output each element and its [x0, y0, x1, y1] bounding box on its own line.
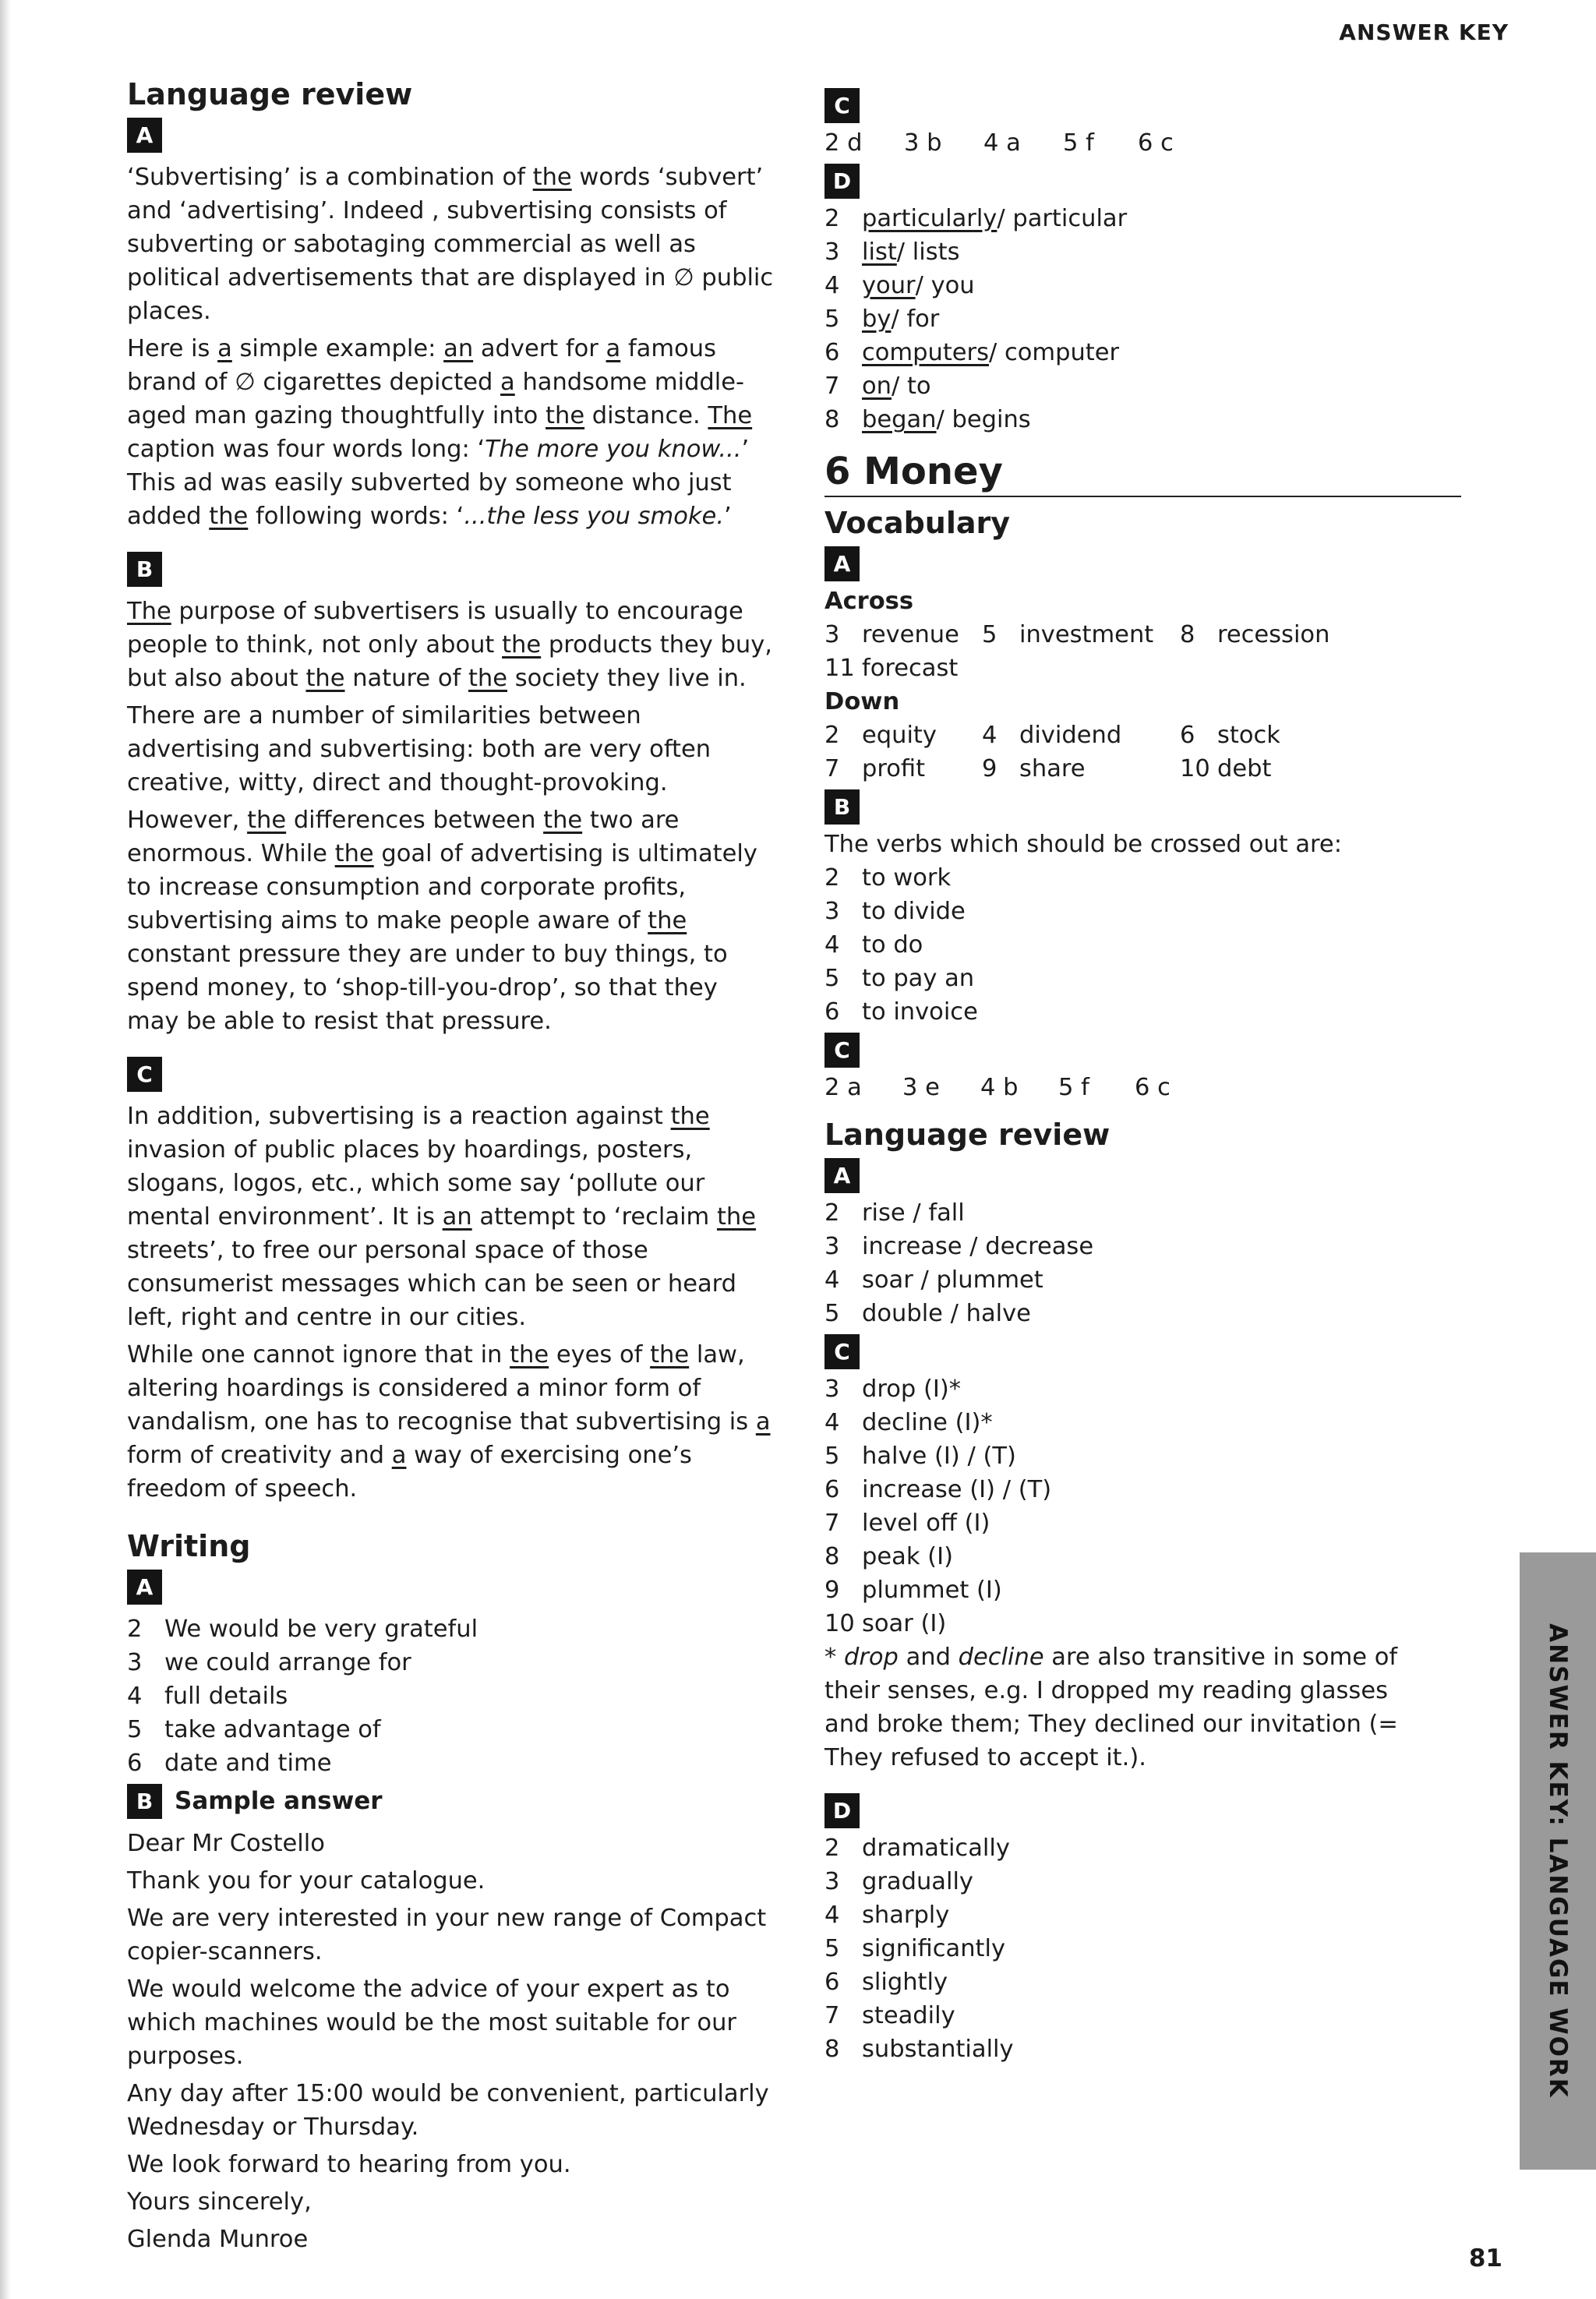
lr-c-paragraph-1: In addition, subvertising is a reaction against the invasion of public places by hoardings, posters, slogans, logos, etc., which some say ‘pollute our mental environment’. It is an attempt to ‘reclaim the streets’, to free our personal space of those consumerist messages which can be seen or heard left, right and centre in our cities.: [127, 1103, 757, 1331]
lr-a-list: [824, 1196, 1479, 1330]
list-item: 4 sharply: [824, 1902, 950, 1929]
answer: 3 e: [902, 1074, 940, 1101]
side-tab-label: ANSWER KEY: LANGUAGE WORK: [1544, 1623, 1572, 2099]
answer: 5 f: [1058, 1074, 1089, 1101]
list-item: 5 halve (I) / (T): [824, 1443, 1016, 1470]
crossword-answer: 5 investment: [982, 621, 1154, 648]
lr-b-paragraph-2: There are a number of similarities between advertising and subvertising: both are very often creative, witty, direct and thought-provoking.: [127, 702, 711, 796]
crossword-answer: 9 share: [982, 755, 1086, 782]
section-badge-b: B: [127, 552, 162, 587]
list-item: 3 gradually: [824, 1868, 973, 1895]
list-item: 3 list / lists: [824, 238, 960, 266]
unit-title-rule: [824, 496, 1461, 497]
section-badge-c-right: C: [824, 88, 860, 123]
answer: 6 c: [1135, 1074, 1171, 1101]
crossword-answer: 7 profit: [824, 755, 926, 782]
list-item: 2 dramatically: [824, 1835, 1010, 1862]
vocab-b-intro: The verbs which should be crossed out are:: [824, 831, 1342, 858]
list-item: 8 substantially: [824, 2036, 1014, 2063]
list-item: 4 full details: [127, 1683, 288, 1710]
unit-title: 6 Money: [824, 450, 1003, 493]
list-item: 4 your / you: [824, 272, 975, 299]
across-label: Across: [824, 588, 913, 615]
letter-line: We are very interested in your new range of Compact copier-scanners.: [127, 1905, 767, 1965]
letter-line: Yours sincerely,: [127, 2188, 312, 2216]
list-item: 7 steadily: [824, 2002, 955, 2029]
vocabulary-heading: Vocabulary: [824, 506, 1011, 540]
right-column: [824, 84, 1479, 2066]
sample-letter: [127, 1827, 774, 2256]
list-item: 3 we could arrange for: [127, 1649, 411, 1676]
list-item: 2 We would be very grateful: [127, 1616, 478, 1643]
list-item: 6 to invoice: [824, 998, 978, 1026]
across-answers: [824, 618, 1479, 685]
list-item: 5 take advantage of: [127, 1716, 381, 1743]
letter-line: Any day after 15:00 would be convenient, particularly Wednesday or Thursday.: [127, 2080, 769, 2141]
page-gutter-shadow: [0, 0, 11, 2299]
crossword-answer: 11 forecast: [824, 655, 959, 682]
vocab-badge-b: B: [824, 789, 860, 825]
vocab-badge-a: A: [824, 546, 860, 581]
list-item: 6 slightly: [824, 1969, 948, 1996]
section-badge-d-right: D: [824, 164, 860, 199]
letter-line: We look forward to hearing from you.: [127, 2151, 571, 2178]
list-item: 2 to work: [824, 864, 952, 892]
list-item: 4 decline (I)*: [824, 1409, 993, 1436]
answer: 4 a: [983, 129, 1021, 157]
language-review-heading-right: Language review: [824, 1118, 1110, 1152]
answer: 2 d: [824, 129, 863, 157]
writing-heading: Writing: [127, 1529, 251, 1563]
section-badge-c: C: [127, 1057, 162, 1092]
list-item: 4 soar / plummet: [824, 1266, 1043, 1294]
letter-line: Glenda Munroe: [127, 2226, 309, 2253]
lr-a-paragraph-1: ‘Subvertising’ is a combination of the words ‘subvert’ and ‘advertising’. Indeed , subvertising consists of subverting or sabotaging commercial as well as political advertisements that are displayed in ∅ public places.: [127, 164, 774, 325]
list-item: 9 plummet (I): [824, 1577, 1002, 1604]
list-item: 10 soar (I): [824, 1610, 947, 1637]
crossword-answer: 2 equity: [824, 722, 937, 749]
list-item: 5 significantly: [824, 1935, 1006, 1962]
list-item: 8 began / begins: [824, 406, 1031, 433]
down-label: Down: [824, 688, 900, 715]
crossword-answer: 4 dividend: [982, 722, 1122, 749]
vocab-b-list: [824, 861, 1479, 1029]
section-badge-a: A: [127, 118, 162, 153]
lr-c-list: [824, 1372, 1479, 1640]
list-item: 2 rise / fall: [824, 1199, 965, 1227]
list-item: 5 to pay an: [824, 965, 975, 992]
language-review-heading: Language review: [127, 77, 413, 111]
letter-line: We would welcome the advice of your expert as to which machines would be the most suitable for our purposes.: [127, 1976, 736, 2070]
list-item: 5 double / halve: [824, 1300, 1031, 1327]
vocab-c-answers: [824, 1071, 1479, 1104]
list-item: 3 drop (I)*: [824, 1376, 961, 1403]
crossword-answer: 3 revenue: [824, 621, 959, 648]
c-answers: [824, 126, 1479, 160]
answer: 5 f: [1063, 129, 1094, 157]
down-answers: [824, 719, 1479, 786]
crossword-answer: 6 stock: [1180, 722, 1280, 749]
list-item: 3 increase / decrease: [824, 1233, 1094, 1260]
list-item: 8 peak (I): [824, 1543, 953, 1570]
crossword-answer: 8 recession: [1180, 621, 1330, 648]
lr-b-paragraph-1: The purpose of subvertisers is usually to encourage people to think, not only about the products they buy, but also about the nature of the society they live in.: [127, 598, 772, 692]
lr-b-paragraph-3: However, the differences between the two are enormous. While the goal of advertising is ultimately to increase consumption and corporate profits, subvertising aims to make people aware of the constant pressure they are under to buy things, to spend money, to ‘shop-till-you-drop’, so that they may be able to resist that pressure.: [127, 807, 757, 1035]
page-number: 81: [1468, 2244, 1502, 2273]
lr-badge-c: C: [824, 1334, 860, 1369]
writing-badge-b: B: [127, 1784, 162, 1819]
writing-a-list: [127, 1612, 774, 1780]
d-answers: [824, 202, 1479, 436]
running-head: ANSWER KEY: [1339, 19, 1509, 45]
answer: 6 c: [1138, 129, 1174, 157]
answer: 3 b: [904, 129, 942, 157]
list-item: 7 on / to: [824, 373, 931, 400]
list-item: 6 date and time: [127, 1750, 332, 1777]
answer: 2 a: [824, 1074, 862, 1101]
sample-answer-heading: Sample answer: [175, 1786, 383, 1815]
letter-line: Thank you for your catalogue.: [127, 1867, 486, 1895]
lr-a-paragraph-2: Here is a simple example: an advert for a famous brand of ∅ cigarettes depicted a handsome middle-aged man gazing thoughtfully into the distance. The caption was four words long: ‘The more you know...’ This ad was easily subverted by someone who just added the following words: ‘...the less you smoke.’: [127, 335, 753, 530]
list-item: 6 computers / computer: [824, 339, 1120, 366]
list-item: 2 particularly / particular: [824, 205, 1128, 232]
lr-badge-d: D: [824, 1793, 860, 1828]
side-tab: [1520, 1552, 1596, 2170]
letter-line: Dear Mr Costello: [127, 1830, 325, 1857]
writing-badge-a: A: [127, 1570, 162, 1605]
list-item: 6 increase (I) / (T): [824, 1476, 1052, 1503]
lr-c-footnote: * drop and decline are also transitive in some of their senses, e.g. I dropped my reading glasses and broke them; They declined our invitation (= They refused to accept it.).: [824, 1644, 1398, 1771]
crossword-answer: 10 debt: [1180, 755, 1272, 782]
left-column: [127, 75, 774, 2260]
vocab-badge-c: C: [824, 1033, 860, 1068]
lr-badge-a: A: [824, 1158, 860, 1193]
lr-c-paragraph-2: While one cannot ignore that in the eyes of the law, altering hoardings is considered a minor form of vandalism, one has to recognise that subvertising is a form of creativity and a way of exercising one’s freedom of speech.: [127, 1341, 771, 1503]
list-item: 4 to do: [824, 931, 923, 959]
lr-d-list: [824, 1831, 1479, 2066]
list-item: 7 level off (I): [824, 1510, 990, 1537]
list-item: 5 by / for: [824, 305, 940, 333]
answer: 4 b: [980, 1074, 1019, 1101]
list-item: 3 to divide: [824, 898, 966, 925]
